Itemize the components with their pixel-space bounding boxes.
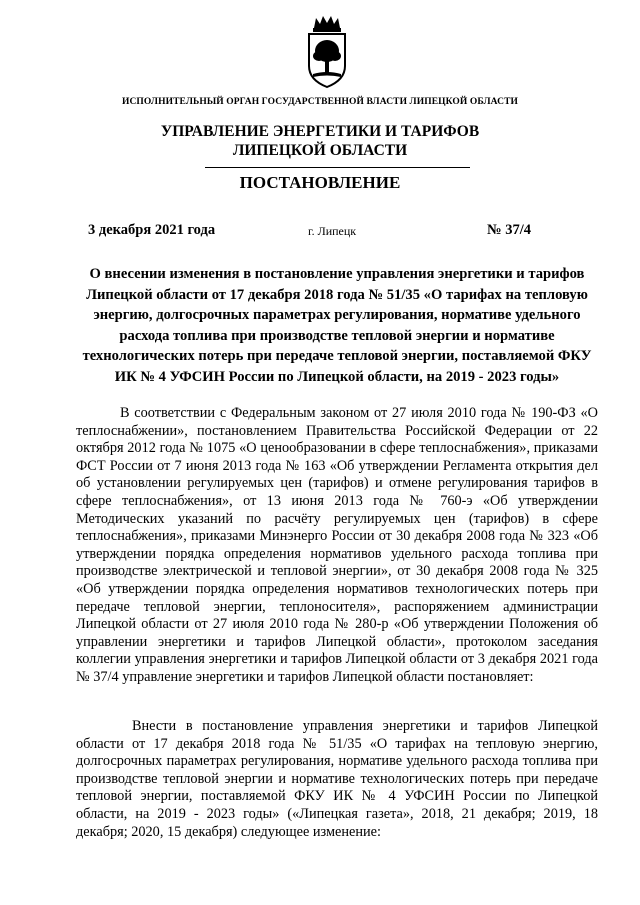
header-divider: [205, 167, 470, 168]
agency-name-line2: ЛИПЕЦКОЙ ОБЛАСТИ: [232, 142, 408, 159]
body-paragraph-1: В соответствии с Федеральным законом от 27 июля 2010 года № 190-ФЗ «О теплоснабжении», постановлением Правительства Российской Федерации от 22 октября 2012 года № 1075 «О ценообразовании в сфере теплоснабжения», приказами ФСТ России от 7 июня 2013 года № 163 «Об утверждении Регламента открытия дел об установлении регулируемых цен (тарифов) и отмене регулирования тарифов в сфере теплоснабжения», от 13 июня 2013 года № 760-э «Об утверждении Методических указаний по расчёту регулируемых цен (тарифов) в сфере теплоснабжения», приказами Минэнерго России от 30 декабря 2008 года № 323 «Об утверждении порядка определения нормативов удельного расхода топлива при производстве электрической и тепловой энергии», от 30 декабря 2008 года № 325 «Об утверждении порядка определения нормативов технологических потерь при передаче тепловой энергии, теплоносителя», распоряжением администрации Липецкой области от 27 июля 2010 года № 280-р «Об утверждении Положения об управлении энергетики и тарифов Липецкой области», протоколом заседания коллегии управления энергетики и тарифов Липецкой области от 3 декабря 2021 года № 37/4 управление энергетики и тарифов Липецкой области постановляет:: [76, 405, 598, 685]
agency-name-line1: УПРАВЛЕНИЕ ЭНЕРГЕТИКИ И ТАРИФОВ: [160, 123, 480, 140]
document-number: № 37/4: [487, 222, 531, 238]
document-subject: О внесении изменения в постановление управления энергетики и тарифов Липецкой области от 17 декабря 2018 года № 51/35 «О тарифах на тепловую энергию, долгосрочных параметрах регулирования, нормативе удельного расхода топлива при производстве тепловой энергии и нормативе технологических потерь при передаче тепловой энергии, поставляемой ФКУ ИК № 4 УФСИН России по Липецкой области, на 2019 - 2023 годы»: [82, 266, 592, 385]
coat-of-arms-icon: [302, 14, 352, 90]
agency-name: [0, 122, 640, 160]
document-city: г. Липецк: [308, 224, 357, 238]
document-type: ПОСТАНОВЛЕНИЕ: [239, 173, 401, 192]
body-paragraph-2: Внести в постановление управления энергетики и тарифов Липецкой области от 17 декабря 2018 года № 51/35 «О тарифах на тепловую энергию, долгосрочных параметрах регулирования, нормативе удельного расхода топлива при производстве тепловой энергии и нормативе технологических потерь при передаче тепловой энергии, поставляемой ФКУ ИК № 4 УФСИН России по Липецкой области, на 2019 - 2023 годы» («Липецкая газета», 2018, 21 декабря; 2019, 18 декабря; 2020, 15 декабря) следующее изменение:: [76, 718, 598, 840]
document-date: 3 декабря 2021 года: [88, 222, 216, 238]
org-header: ИСПОЛНИТЕЛЬНЫЙ ОРГАН ГОСУДАРСТВЕННОЙ ВЛАСТИ ЛИПЕЦКОЙ ОБЛАСТИ: [121, 97, 519, 107]
